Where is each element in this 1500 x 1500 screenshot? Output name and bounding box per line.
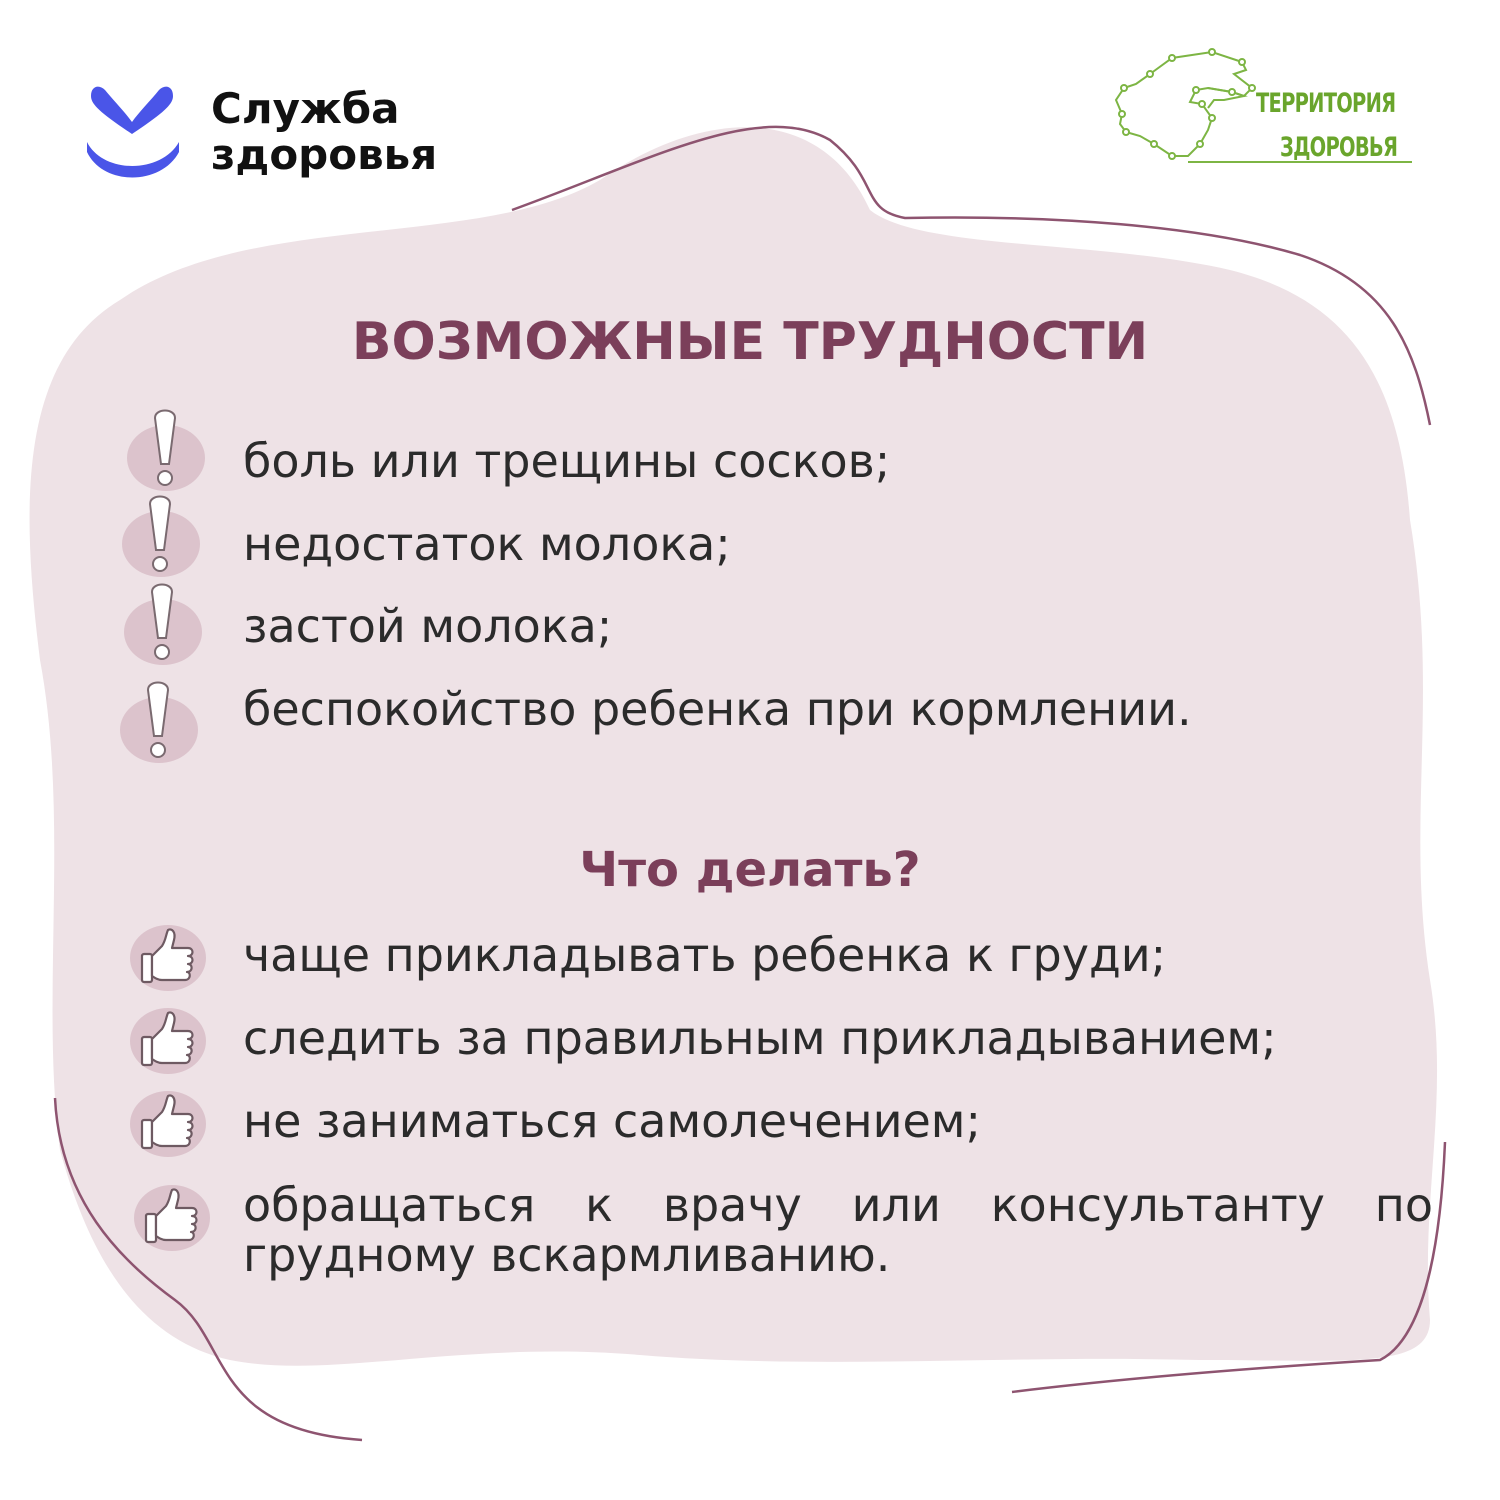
brand-logo-right <box>1112 44 1432 174</box>
problem-item-3: застой молока; <box>243 599 613 653</box>
problem-item-2: недостаток молока; <box>243 517 731 571</box>
exclamation-icon <box>122 580 204 666</box>
exclamation-icon <box>118 678 200 764</box>
brand-line-1: Служба <box>211 84 400 133</box>
thumbs-up-icon <box>132 1182 212 1254</box>
page-title <box>0 312 1500 372</box>
brand-right-line-1: ТЕРРИТОРИЯ <box>1256 88 1396 119</box>
brand-logo-left <box>85 82 485 182</box>
action-item-2: следить за правильным прикладыванием; <box>243 1011 1277 1065</box>
problem-item-1: боль или трещины сосков; <box>243 434 891 488</box>
exclamation-icon <box>120 492 202 578</box>
heart-smile-icon <box>85 82 185 182</box>
brand-right-line-2: ЗДОРОВЬЯ <box>1280 132 1398 163</box>
thumbs-up-icon <box>128 1005 208 1077</box>
section-subtitle <box>0 842 1500 898</box>
problem-item-4: беспокойство ребенка при кормлении. <box>243 682 1192 736</box>
section-subtitle-text: Что делать? <box>579 842 921 898</box>
thumbs-up-icon <box>128 1088 208 1160</box>
brand-line-2: здоровья <box>211 130 438 179</box>
action-item-3: не заниматься самолечением; <box>243 1094 981 1148</box>
action-item-1: чаще прикладывать ребенка к груди; <box>243 928 1167 982</box>
action-item-4: обращаться к врачу или консультанту по грудному вскармливанию. <box>243 1178 1433 1282</box>
page-title-text: ВОЗМОЖНЫЕ ТРУДНОСТИ <box>351 312 1149 372</box>
thumbs-up-icon <box>128 922 208 994</box>
exclamation-icon <box>125 406 207 492</box>
brand-name <box>211 86 437 178</box>
